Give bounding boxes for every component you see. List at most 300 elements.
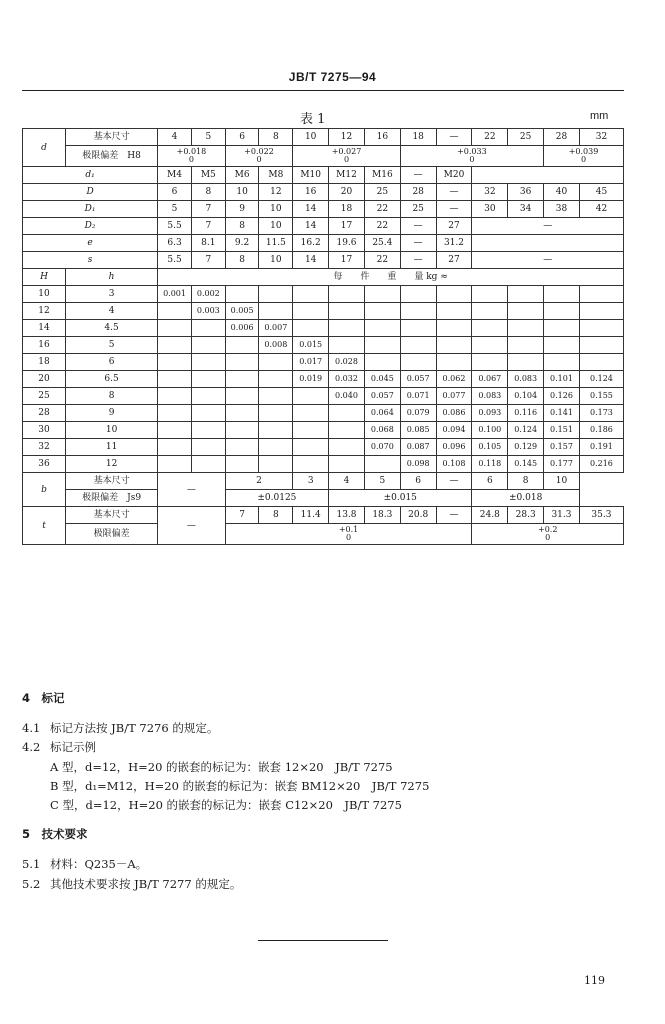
weight-cell: 0.019 [293,371,329,388]
section-4-title: 4 标记 [22,691,65,705]
table-cell: 42 [579,201,623,218]
table-cell: 28 [544,129,580,146]
tolerance-cell [400,146,543,167]
table-cell: M4 [158,167,192,184]
symbol-cell: d₁ [23,167,158,184]
weight-cell: 0.032 [329,371,365,388]
weight-cell [400,337,436,354]
table-cell: 8 [191,184,225,201]
table-cell: 18.3 [364,507,400,524]
symbol-cell: s [23,252,158,269]
table-cell: 12 [329,129,365,146]
table-cell: 24.8 [472,507,508,524]
table-cell: 11.5 [259,235,293,252]
table-cell: 10 [259,201,293,218]
weight-cell [158,320,192,337]
table-cell: 27 [436,218,472,235]
weight-cell [191,439,225,456]
dimension-table [22,128,624,545]
weight-cell [436,303,472,320]
weight-cell [364,337,400,354]
h-value-cell: 32 [23,439,66,456]
table-caption: 表 1 [300,112,326,127]
weight-title: 每 件 重 量 kg ≈ [158,269,624,286]
weight-cell [158,456,192,473]
table-cell: — [436,184,472,201]
table-cell: — [400,218,436,235]
weight-cell [293,286,329,303]
weight-cell: 0.186 [579,422,623,439]
weight-cell [436,286,472,303]
h-value-cell: 5 [66,337,158,354]
weight-cell: 0.098 [400,456,436,473]
table-cell: — [436,201,472,218]
table-cell: 22 [364,218,400,235]
table-cell: M16 [364,167,400,184]
weight-cell [158,371,192,388]
h-value-cell: 4.5 [66,320,158,337]
table-cell: 25 [400,201,436,218]
table-cell: 14 [293,218,329,235]
weight-cell [544,286,580,303]
table-cell: 12 [259,184,293,201]
lower-deviation: 0 [343,155,350,164]
table-row-t-tolerance [23,524,624,545]
weight-cell [436,337,472,354]
weight-cell [400,286,436,303]
table-cell: — [472,252,624,269]
symbol-cell: e [23,235,158,252]
section-5-title: 5 技术要求 [22,827,88,841]
row-label: 极限偏差 [66,524,158,545]
table-cell: 25.4 [364,235,400,252]
weight-cell [329,337,365,354]
symbol-cell: D [23,184,158,201]
clause-text: 材料：Q235－A。 [50,857,148,871]
marking-example-a: A 型，d=12，H=20 的嵌套的标记为：嵌套 12×20 JB/T 7275 [50,760,393,774]
weight-cell: 0.006 [225,320,259,337]
table-cell: 31.3 [544,507,580,524]
weight-cell: 0.062 [436,371,472,388]
table-row-weight [23,405,624,422]
table-cell: 14 [293,201,329,218]
weight-cell: 0.083 [508,371,544,388]
table-row-weight [23,286,624,303]
weight-cell: 0.173 [579,405,623,422]
weight-cell: 0.002 [191,286,225,303]
table-row-weight [23,422,624,439]
h-value-cell: 4 [66,303,158,320]
h-value-cell: 8 [66,388,158,405]
weight-cell [579,354,623,371]
row-label: 基本尺寸 [66,507,158,524]
weight-cell [400,303,436,320]
page-number: 119 [584,974,605,987]
weight-cell [191,371,225,388]
clause-text: 标记方法按 JB/T 7276 的规定。 [50,721,219,735]
weight-cell [329,422,365,439]
table-cell: 8 [225,252,259,269]
weight-cell [364,456,400,473]
weight-cell [191,422,225,439]
weight-cell [225,286,259,303]
symbol-cell: b [23,473,66,507]
weight-cell: 0.071 [400,388,436,405]
weight-cell [191,456,225,473]
tolerance-cell [225,524,472,545]
weight-cell: 0.177 [544,456,580,473]
h-value-cell: 12 [66,456,158,473]
weight-cell [158,303,192,320]
weight-cell: 0.068 [364,422,400,439]
table-cell: 22 [472,129,508,146]
weight-cell: 0.070 [364,439,400,456]
table-cell: 8.1 [191,235,225,252]
table-cell: 7 [191,218,225,235]
table-row-d-tolerance [23,146,624,167]
weight-cell [259,371,293,388]
symbol-cell: D₂ [23,218,158,235]
h-value-cell: 12 [23,303,66,320]
footer-rule [258,940,388,941]
dash-cell: — [158,473,226,507]
table-cell: 25 [364,184,400,201]
weight-cell [472,354,508,371]
table-cell: 7 [191,201,225,218]
weight-cell [225,371,259,388]
table-cell: 16 [364,129,400,146]
table-row-weight [23,303,624,320]
table-cell [472,235,624,252]
weight-cell: 0.108 [436,456,472,473]
weight-cell [191,354,225,371]
table-cell: 38 [544,201,580,218]
table-cell: ±0.0125 [225,490,328,507]
lower-deviation: 0 [346,533,352,542]
weight-cell [436,354,472,371]
table-cell: 17 [329,252,365,269]
table-cell: 5 [364,473,400,490]
table-cell: 10 [293,129,329,146]
weight-cell [225,405,259,422]
table-row-0 [23,167,624,184]
weight-cell: 0.118 [472,456,508,473]
weight-cell [579,320,623,337]
column-header: H [23,269,66,286]
weight-cell: 0.007 [259,320,293,337]
weight-cell: 0.077 [436,388,472,405]
symbol-cell: d [23,129,66,167]
weight-cell: 0.094 [436,422,472,439]
weight-cell [508,320,544,337]
header-rule [22,90,624,91]
table-cell: 45 [579,184,623,201]
table-cell: — [400,252,436,269]
weight-cell [293,303,329,320]
weight-cell: 0.067 [472,371,508,388]
weight-cell: 0.145 [508,456,544,473]
weight-cell: 0.028 [329,354,365,371]
weight-cell: 0.079 [400,405,436,422]
weight-cell [293,439,329,456]
lower-deviation: 0 [545,533,551,542]
table-cell: 27 [436,252,472,269]
marking-example-b: B 型，d₁=M12，H=20 的嵌套的标记为：嵌套 BM12×20 JB/T 7275 [50,779,430,793]
table-cell: 36 [508,184,544,201]
weight-cell [259,286,293,303]
table-row-t-basic [23,507,624,524]
weight-cell [508,337,544,354]
table-cell: 22 [364,201,400,218]
weight-cell [293,422,329,439]
lower-deviation: 0 [580,155,587,164]
weight-cell: 0.100 [472,422,508,439]
weight-cell: 0.057 [400,371,436,388]
table-cell: M20 [436,167,472,184]
h-value-cell: 20 [23,371,66,388]
weight-cell [259,354,293,371]
weight-cell [191,320,225,337]
table-cell: 20.8 [400,507,436,524]
h-value-cell: 25 [23,388,66,405]
weight-cell: 0.155 [579,388,623,405]
weight-cell: 0.105 [472,439,508,456]
weight-cell [364,320,400,337]
weight-cell [259,405,293,422]
table-cell: 8 [259,129,293,146]
h-value-cell: 6 [66,354,158,371]
tolerance-cell [293,146,400,167]
table-cell: — [436,507,472,524]
table-cell: 7 [191,252,225,269]
table-unit: mm [590,110,609,122]
weight-cell [191,405,225,422]
lower-deviation: 0 [188,155,194,164]
clause-5-2 [22,876,241,892]
upper-deviation: +0.022 [244,147,274,156]
tolerance-cell [472,524,624,545]
h-value-cell: 10 [23,286,66,303]
weight-cell [329,303,365,320]
weight-cell: 0.116 [508,405,544,422]
weight-cell: 0.104 [508,388,544,405]
weight-cell: 0.086 [436,405,472,422]
table-cell: 40 [544,184,580,201]
weight-cell: 0.083 [472,388,508,405]
table-cell: 18 [329,201,365,218]
table-cell: 8 [259,507,293,524]
weight-cell: 0.064 [364,405,400,422]
weight-cell: 0.157 [544,439,580,456]
weight-cell: 0.124 [508,422,544,439]
table-cell: M8 [259,167,293,184]
weight-cell [158,337,192,354]
table-cell: — [472,218,624,235]
h-value-cell: 28 [23,405,66,422]
weight-cell [329,456,365,473]
table-cell: 25 [508,129,544,146]
table-cell: 32 [472,184,508,201]
table-cell: 7 [225,507,259,524]
table-cell: — [400,235,436,252]
weight-cell: 0.003 [191,303,225,320]
table-cell [472,167,624,184]
table-cell: 10 [225,184,259,201]
weight-cell [259,456,293,473]
weight-cell [293,388,329,405]
weight-cell [158,422,192,439]
table-row-3 [23,218,624,235]
weight-cell [225,388,259,405]
table-cell: 13.8 [329,507,365,524]
clause-4-2 [22,739,96,755]
upper-deviation: +0.027 [331,147,362,156]
lower-deviation: 0 [256,155,262,164]
weight-cell [293,320,329,337]
table-cell: 5.5 [158,218,192,235]
h-value-cell: 36 [23,456,66,473]
weight-cell [259,303,293,320]
table-cell: 5 [191,129,225,146]
weight-cell: 0.005 [225,303,259,320]
table-cell: M6 [225,167,259,184]
weight-cell [329,439,365,456]
table-cell: 5 [158,201,192,218]
weight-cell: 0.017 [293,354,329,371]
weight-cell: 0.141 [544,405,580,422]
table-row-b-tolerance [23,490,624,507]
table-cell: 9 [225,201,259,218]
weight-cell: 0.085 [400,422,436,439]
weight-cell: 0.096 [436,439,472,456]
weight-cell [579,303,623,320]
table-cell: 16.2 [293,235,329,252]
h-value-cell: 11 [66,439,158,456]
clause-number: 5.1 [22,857,41,871]
upper-deviation: +0.018 [176,147,207,156]
clause-number: 5.2 [22,877,41,891]
weight-cell [293,405,329,422]
table-cell: — [436,473,472,490]
weight-cell: 0.040 [329,388,365,405]
row-label: 极限偏差 H8 [66,146,158,167]
weight-cell [544,337,580,354]
weight-cell [225,439,259,456]
weight-cell [544,354,580,371]
table-cell: 8 [225,218,259,235]
weight-cell: 0.008 [259,337,293,354]
weight-cell: 0.087 [400,439,436,456]
document-header: JB/T 7275—94 [288,70,377,84]
table-cell: 17 [329,218,365,235]
clause-text: 其他技术要求按 JB/T 7277 的规定。 [50,877,242,891]
table-row-weight [23,456,624,473]
weight-cell [225,337,259,354]
weight-cell: 0.057 [364,388,400,405]
table-cell: 14 [293,252,329,269]
weight-cell [191,388,225,405]
table-row-2 [23,201,624,218]
table-row-weight [23,371,624,388]
weight-cell: 0.129 [508,439,544,456]
table-cell: 10 [259,252,293,269]
table-cell: 34 [508,201,544,218]
weight-cell [544,303,580,320]
row-label: 基本尺寸 [66,473,158,490]
table-cell: ±0.018 [472,490,579,507]
table-cell: — [400,167,436,184]
clause-text: 标记示例 [50,740,96,754]
weight-cell [329,286,365,303]
weight-cell [579,286,623,303]
table-cell: 30 [472,201,508,218]
weight-cell [293,456,329,473]
table-cell: 32 [579,129,623,146]
h-value-cell: 10 [66,422,158,439]
tolerance-cell [158,146,226,167]
table-row-weight [23,354,624,371]
weight-cell [400,320,436,337]
table-cell: 2 [225,473,293,490]
weight-cell: 0.126 [544,388,580,405]
table-cell: 8 [508,473,544,490]
weight-cell: 0.093 [472,405,508,422]
symbol-cell: D₁ [23,201,158,218]
weight-cell: 0.151 [544,422,580,439]
table-cell: 10 [544,473,580,490]
weight-cell [225,456,259,473]
table-cell: 18 [400,129,436,146]
weight-cell [508,286,544,303]
weight-cell [329,405,365,422]
tolerance-cell [544,146,624,167]
weight-cell [158,439,192,456]
table-cell: 28 [400,184,436,201]
symbol-cell: t [23,507,66,545]
table-cell: 4 [329,473,365,490]
h-value-cell: 18 [23,354,66,371]
weight-cell [544,320,580,337]
table-cell: 10 [259,218,293,235]
table-row-4 [23,235,624,252]
table-row-5 [23,252,624,269]
table-cell: 16 [293,184,329,201]
weight-cell [436,320,472,337]
h-value-cell: 30 [23,422,66,439]
table-row-weight [23,320,624,337]
h-value-cell: 16 [23,337,66,354]
weight-cell [364,303,400,320]
upper-deviation: +0.2 [537,525,558,534]
weight-cell: 0.001 [158,286,192,303]
table-cell: 6 [225,129,259,146]
weight-cell [472,320,508,337]
weight-cell [472,337,508,354]
weight-cell: 0.191 [579,439,623,456]
weight-cell [259,388,293,405]
weight-cell [579,337,623,354]
weight-cell: 0.124 [579,371,623,388]
weight-cell [259,439,293,456]
weight-cell [158,405,192,422]
weight-cell: 0.015 [293,337,329,354]
clause-number: 4.2 [22,740,41,754]
table-cell: 20 [329,184,365,201]
table-cell: — [436,129,472,146]
clause-4-1 [22,720,218,736]
table-cell: M10 [293,167,329,184]
row-label: 极限偏差 Js9 [66,490,158,507]
